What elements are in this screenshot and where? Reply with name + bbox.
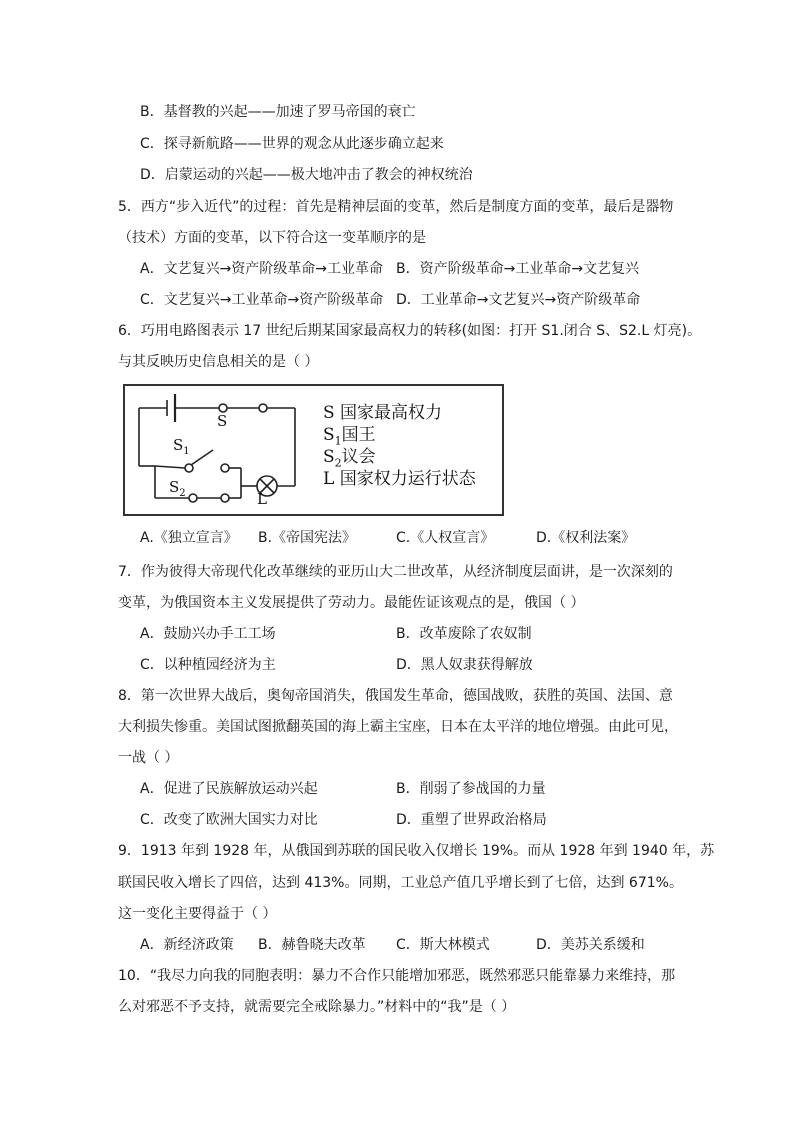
q8-stem-line-1: 8．第一次世界大战后，奥匈帝国消失，俄国发生革命，德国战败，获胜的英国、法国、意 xyxy=(118,688,673,704)
q5-stem-line-2: （技术）方面的变革，以下符合这一变革顺序的是 xyxy=(118,230,426,246)
q9-option-d: D．美苏关系缓和 xyxy=(536,937,645,953)
q9-stem-line-2: 联国民收入增长了四倍，达到 413%。同期，工业总产值几乎增长到了七倍，达到 671%。 xyxy=(118,875,683,891)
q10-stem-line-2: 么对邪恶不予支持，就需要完全戒除暴力。”材料中的“我”是（ ） xyxy=(118,999,516,1015)
q4-option-b: B．基督教的兴起——加速了罗马帝国的衰亡 xyxy=(140,104,416,120)
legend-s1: $S_1$国王 xyxy=(323,425,376,448)
switch-s1-label: $S_1$ xyxy=(173,436,190,457)
q5-option-b: B．资产阶级革命→工业革命→文艺复兴 xyxy=(396,261,640,277)
q7-option-a: A．鼓励兴办手工工场 xyxy=(140,626,276,642)
lamp-l-label: L xyxy=(257,490,267,508)
q9-option-c: C．斯大林模式 xyxy=(396,937,490,953)
q6-option-d: D.《权利法案》 xyxy=(536,530,636,546)
q8-stem-line-3: 一战（ ） xyxy=(118,750,179,766)
q4-option-c: C．探寻新航路——世界的观念从此逐步确立起来 xyxy=(140,136,444,152)
q8-option-c: C．改变了欧洲大国实力对比 xyxy=(140,812,318,828)
q9-option-a: A．新经济政策 xyxy=(140,937,234,953)
q10-stem-line-1: 10．“我尽力向我的同胞表明：暴力不合作只能增加邪恶，既然邪恶只能靠暴力来维持，那 xyxy=(118,968,676,984)
q6-stem-line-1: 6．巧用电路图表示 17 世纪后期某国家最高权力的转移(如图：打开 S1.闭合 S、S2.L 灯亮)。 xyxy=(118,323,702,339)
legend-l: L 国家权力运行状态 xyxy=(323,469,476,489)
q4-option-d: D．启蒙运动的兴起——极大地冲击了教会的神权统治 xyxy=(140,167,473,183)
q7-option-d: D．黑人奴隶获得解放 xyxy=(396,657,533,673)
q8-option-a: A．促进了民族解放运动兴起 xyxy=(140,781,318,797)
q8-option-d: D．重塑了世界政治格局 xyxy=(396,812,547,828)
q8-option-b: B．削弱了参战国的力量 xyxy=(396,781,546,797)
q5-stem-line-1: 5．西方“步入近代”的过程：首先是精神层面的变革，然后是制度方面的变革，最后是器物 xyxy=(118,199,674,215)
q9-option-b: B．赫鲁晓夫改革 xyxy=(258,937,366,953)
q9-stem-line-3: 这一变化主要得益于（ ） xyxy=(118,906,277,922)
switch-s2-label: $S_2$ xyxy=(169,478,186,499)
legend-s2: $S_2$议会 xyxy=(323,447,376,470)
q7-option-c: C．以种植园经济为主 xyxy=(140,657,276,673)
q5-option-d: D．工业革命→文艺复兴→资产阶级革命 xyxy=(396,292,641,308)
q6-option-a: A.《独立宣言》 xyxy=(140,530,238,546)
switch-s-label: S xyxy=(217,412,228,430)
q7-stem-line-2: 变革，为俄国资本主义发展提供了劳动力。最能佐证该观点的是，俄国（ ） xyxy=(118,595,585,611)
q6-option-c: C.《人权宣言》 xyxy=(396,530,495,546)
q8-stem-line-2: 大利损失惨重。美国试图掀翻英国的海上霸主宝座，日本在太平洋的地位增强。由此可见， xyxy=(118,719,678,735)
q9-stem-line-1: 9．1913 年到 1928 年，从俄国到苏联的国民收入仅增长 19%。而从 1928 年到 1940 年，苏 xyxy=(118,843,715,859)
q6-stem-line-2: 与其反映历史信息相关的是（ ） xyxy=(118,354,319,370)
circuit-diagram xyxy=(125,386,325,514)
q5-option-c: C．文艺复兴→工业革命→资产阶级革命 xyxy=(140,292,384,308)
legend-s: S 国家最高权力 xyxy=(323,403,443,423)
q7-option-b: B．改革废除了农奴制 xyxy=(396,626,532,642)
q7-stem-line-1: 7．作为彼得大帝现代化改革继续的亚历山大二世改革，从经济制度层面讲，是一次深刻的 xyxy=(118,564,673,580)
q6-option-b: B.《帝国宪法》 xyxy=(258,530,357,546)
circuit-figure xyxy=(123,384,504,516)
q5-option-a: A．文艺复兴→资产阶级革命→工业革命 xyxy=(140,261,384,277)
